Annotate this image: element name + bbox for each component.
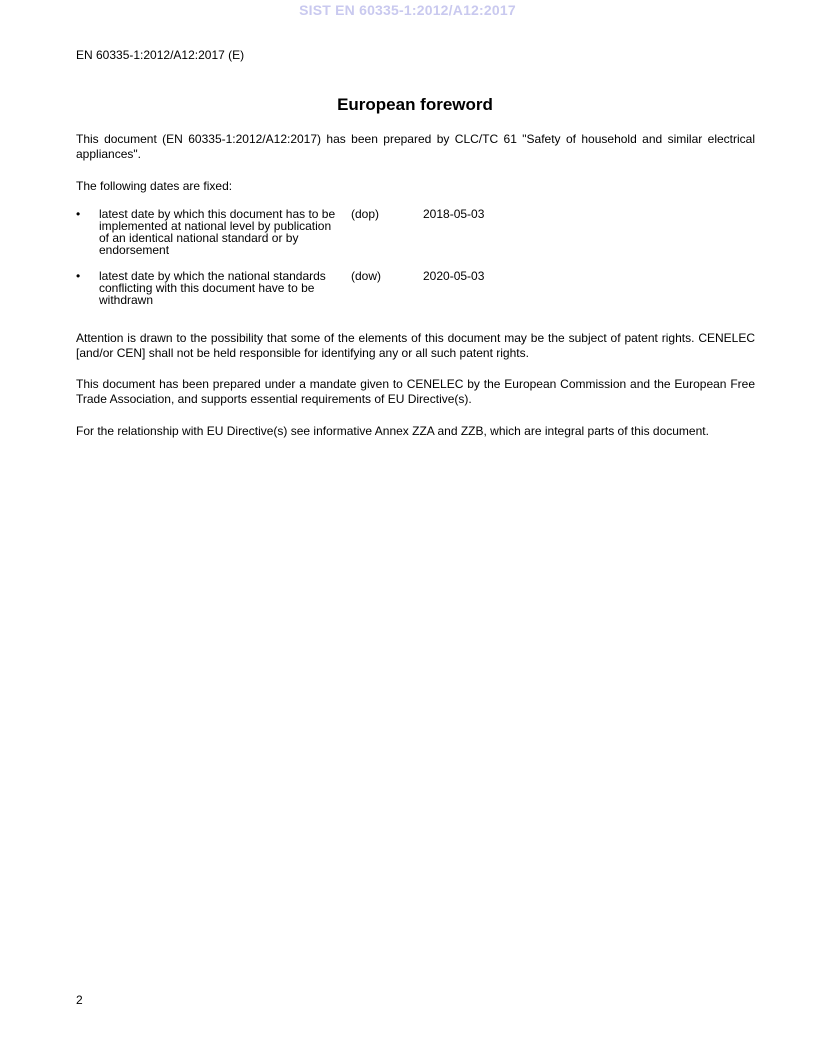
date-item-description: latest date by which the national standards conflicting with this document have to be withdrawn [99, 269, 326, 307]
date-item-dop [76, 208, 755, 270]
paragraph-patent-rights: Attention is drawn to the possibility that some of the elements of this document may be the subject of patent rights. CENELEC [and/or CEN] shall not be held responsible for identifying any or all such patent rights. [76, 331, 755, 360]
bullet-icon: • [76, 269, 81, 283]
date-item-description: latest date by which this document has to be implemented at national level by publication of an identical national standard or by endorsement [99, 207, 336, 257]
page-title: European foreword [337, 95, 493, 114]
date-item-abbreviation: (dop) [351, 207, 380, 221]
paragraph-eu-directive-relationship: For the relationship with EU Directive(s) see informative Annex ZZA and ZZB, which are integral parts of this document. [76, 424, 709, 438]
paragraph-prepared-by: This document (EN 60335-1:2012/A12:2017) has been prepared by CLC/TC 61 "Safety of household and similar electrical appliances". [76, 132, 755, 161]
date-item-abbreviation: (dow) [351, 269, 382, 283]
paragraph-mandate: This document has been prepared under a mandate given to CENELEC by the European Commission and the European Free Trade Association, and supports essential requirements of EU Directive(s). [76, 377, 755, 406]
bullet-icon: • [76, 207, 81, 221]
dates-list [76, 208, 755, 320]
document-id-header: EN 60335-1:2012/A12:2017 (E) [76, 48, 245, 62]
watermark: SIST EN 60335-1:2012/A12:2017 [299, 2, 516, 18]
paragraph-dates-intro: The following dates are fixed: [76, 179, 233, 193]
date-item-date: 2018-05-03 [423, 207, 485, 221]
date-item-dow [76, 270, 755, 320]
date-item-date: 2020-05-03 [423, 269, 485, 283]
page-number: 2 [76, 993, 83, 1007]
